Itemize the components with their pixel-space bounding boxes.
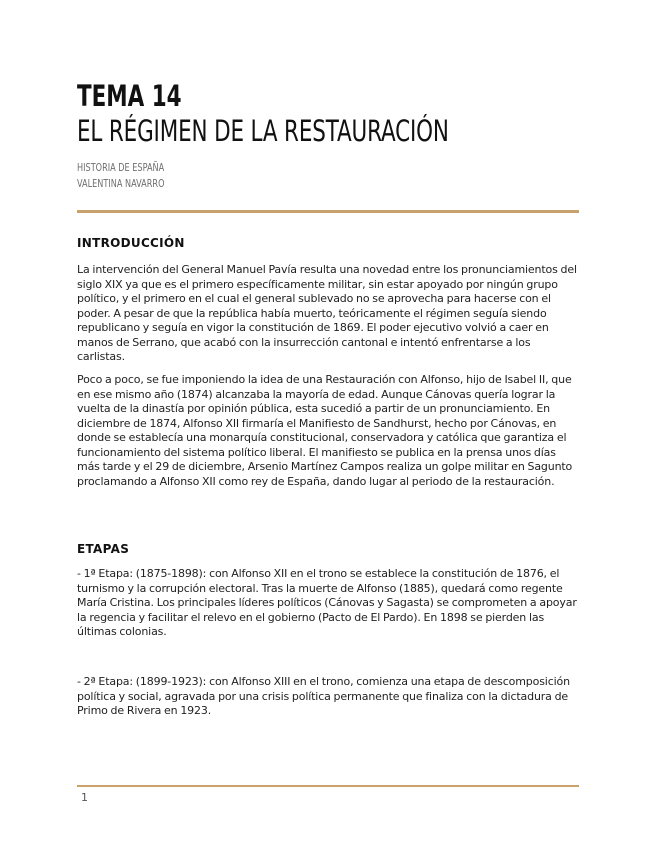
section-heading-etapas: ETAPAS (77, 542, 130, 556)
subject-label: HISTORIA DE ESPAÑA (77, 161, 165, 174)
document-page (77, 0, 579, 848)
section-heading-introduccion: INTRODUCCIÓN (77, 236, 185, 250)
page-title: EL RÉGIMEN DE LA RESTAURACIÓN (77, 114, 449, 148)
paragraph: - 2ª Etapa: (1899-1923): con Alfonso XIII en el trono, comienza una etapa de descomposición política y social, agravada por una crisis política permanente que finaliza con la dictadura de Primo de Rivera en 1923. (77, 675, 570, 717)
page-number: 1 (81, 791, 88, 804)
paragraph: Poco a poco, se fue imponiendo la idea de una Restauración con Alfonso, hijo de Isabel II, que en ese mismo año (1874) alcanzaba la mayoría de edad. Aunque Cánovas quería lograr la vuelta de la dinastía por opinión pública, esta sucedió a partir de un pronunciamiento. En diciembre de 1874, Alfonso XII firmaría el Manifiesto de Sandhurst, hecho por Cánovas, en donde se establecía una monarquía constitucional, conservadora y católica que garantiza el funcionamiento del sistema político liberal. El manifiesto se publica en la prensa unos días más tarde y el 29 de diciembre, Arsenio Martínez Campos realiza un golpe militar en Sagunto proclamando a Alfonso XII como rey de España, dando lugar al periodo de la restauración. (77, 373, 573, 488)
footer-divider (77, 785, 579, 787)
title-number: TEMA 14 (77, 79, 182, 113)
author-label: VALENTINA NAVARRO (77, 177, 165, 190)
paragraph: La intervención del General Manuel Pavía resulta una novedad entre los pronunciamientos del siglo XIX ya que es el primero específicamente militar, sin estar apoyado por ningún grupo político, y el primero en el cual el general sublevado no se aprovecha para hacerse con el poder. A pesar de que la república había muerto, teóricamente el régimen seguía siendo republicano y seguía en vigor la constitución de 1869. El poder ejecutivo volvió a caer en manos de Serrano, que acabó con la insurrección cantonal e intentó enfrentarse a los carlistas. (77, 263, 577, 363)
header-divider (77, 210, 579, 213)
paragraph: - 1ª Etapa: (1875-1898): con Alfonso XII en el trono se establece la constitución de 1876, el turnismo y la corrupción electoral. Tras la muerte de Alfonso (1885), quedará como regente María Cristina. Los principales líderes políticos (Cánovas y Sagasta) se comprometen a apoyar la regencia y facilitar el relevo en el gobierno (Pacto de El Pardo). En 1898 se pierden las últimas colonias. (77, 567, 577, 638)
